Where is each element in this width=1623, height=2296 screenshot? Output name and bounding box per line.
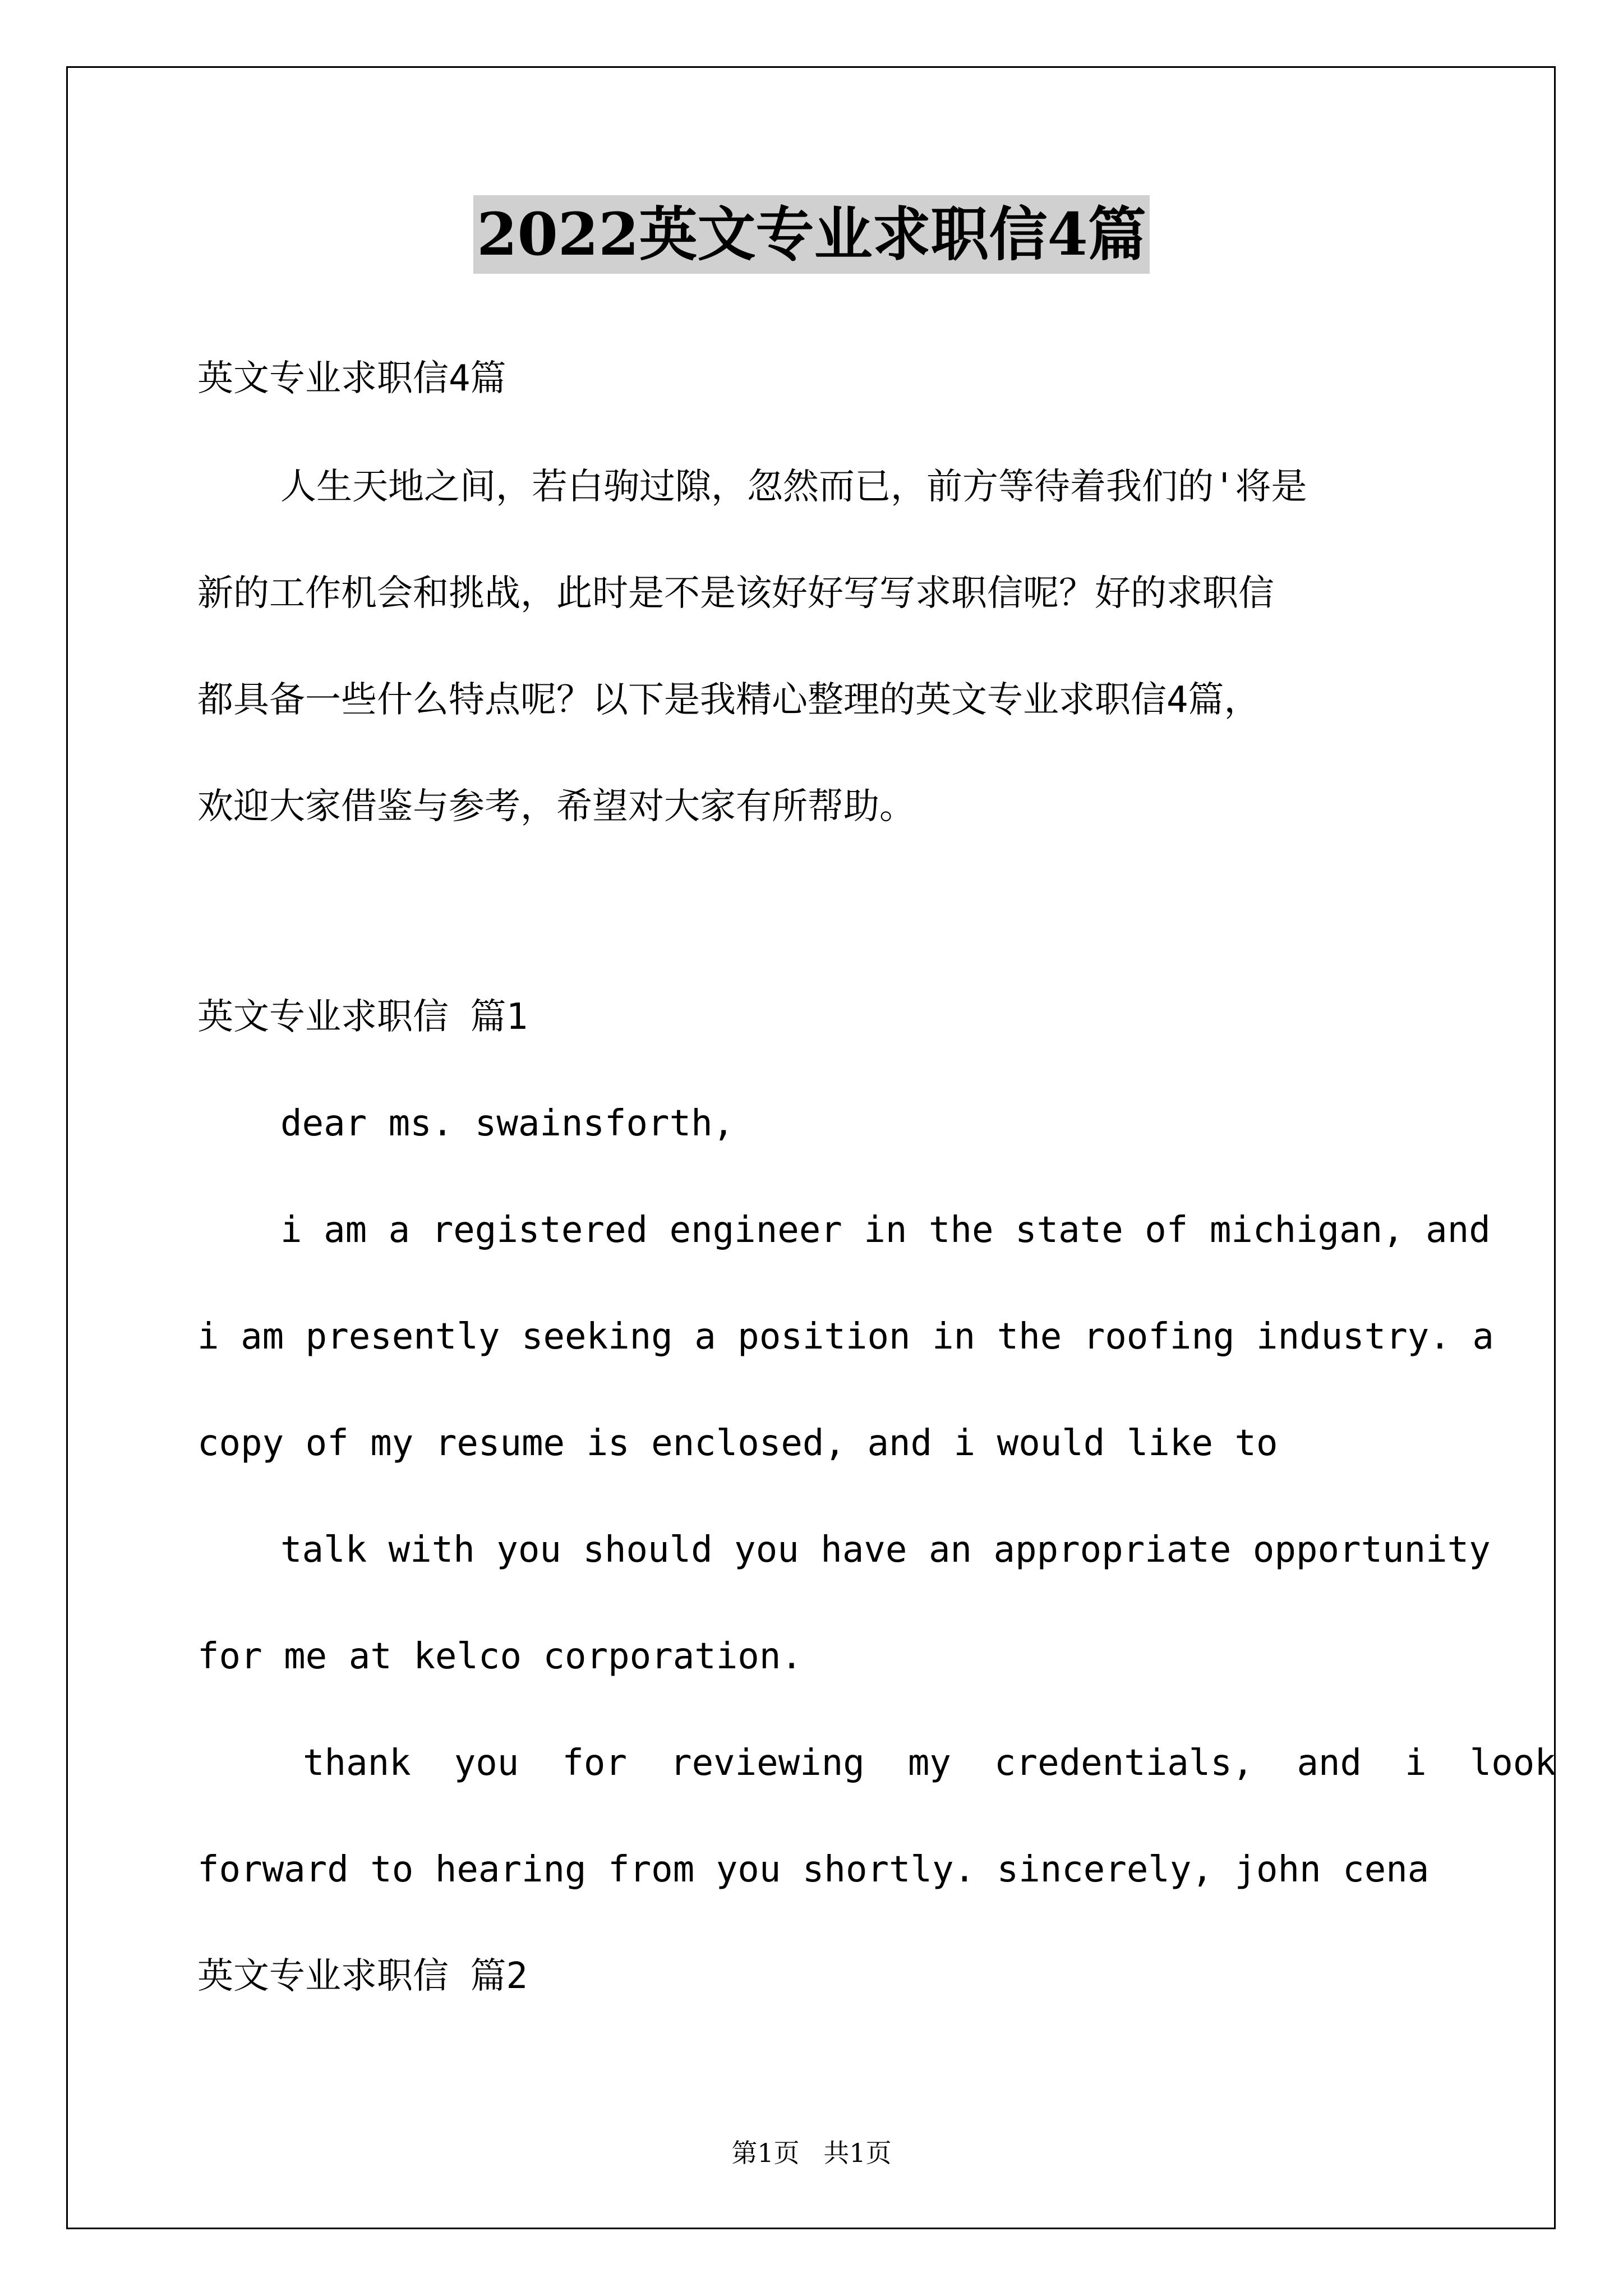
section-heading-1: 英文专业求职信 篇1 bbox=[197, 996, 528, 1038]
title-container bbox=[0, 195, 1623, 274]
letter-line-5: for me at kelco corporation. bbox=[197, 1636, 803, 1677]
section-heading-2: 英文专业求职信 篇2 bbox=[197, 1955, 528, 1997]
letter-line-6: thank you for reviewing my credentials, and i look bbox=[303, 1742, 1556, 1784]
page-total: 共1页 bbox=[823, 2138, 892, 2168]
intro-line-1: 人生天地之间，若白驹过隙，忽然而已，前方等待着我们的'将是 bbox=[280, 466, 1307, 508]
intro-line-4: 欢迎大家借鉴与参考，希望对大家有所帮助。 bbox=[197, 786, 915, 827]
page-current: 第1页 bbox=[731, 2138, 800, 2168]
page-footer bbox=[0, 2133, 1623, 2170]
letter-line-7: forward to hearing from you shortly. sincerely, john cena bbox=[197, 1849, 1430, 1890]
intro-line-2: 新的工作机会和挑战，此时是不是该好好写写求职信呢？好的求职信 bbox=[197, 573, 1274, 614]
letter-line-4: talk with you should you have an appropriate opportunity bbox=[280, 1529, 1491, 1571]
document-subtitle: 英文专业求职信4篇 bbox=[197, 358, 506, 399]
letter-line-2: i am presently seeking a position in the roofing industry. a bbox=[197, 1316, 1494, 1358]
letter-line-1: i am a registered engineer in the state of michigan, and bbox=[280, 1209, 1491, 1251]
letter-salutation: dear ms. swainsforth, bbox=[280, 1103, 735, 1144]
intro-line-3: 都具备一些什么特点呢？以下是我精心整理的英文专业求职信4篇， bbox=[197, 679, 1260, 721]
document-title: 2022英文专业求职信4篇 bbox=[473, 195, 1150, 274]
letter-line-3: copy of my resume is enclosed, and i would like to bbox=[197, 1423, 1278, 1464]
